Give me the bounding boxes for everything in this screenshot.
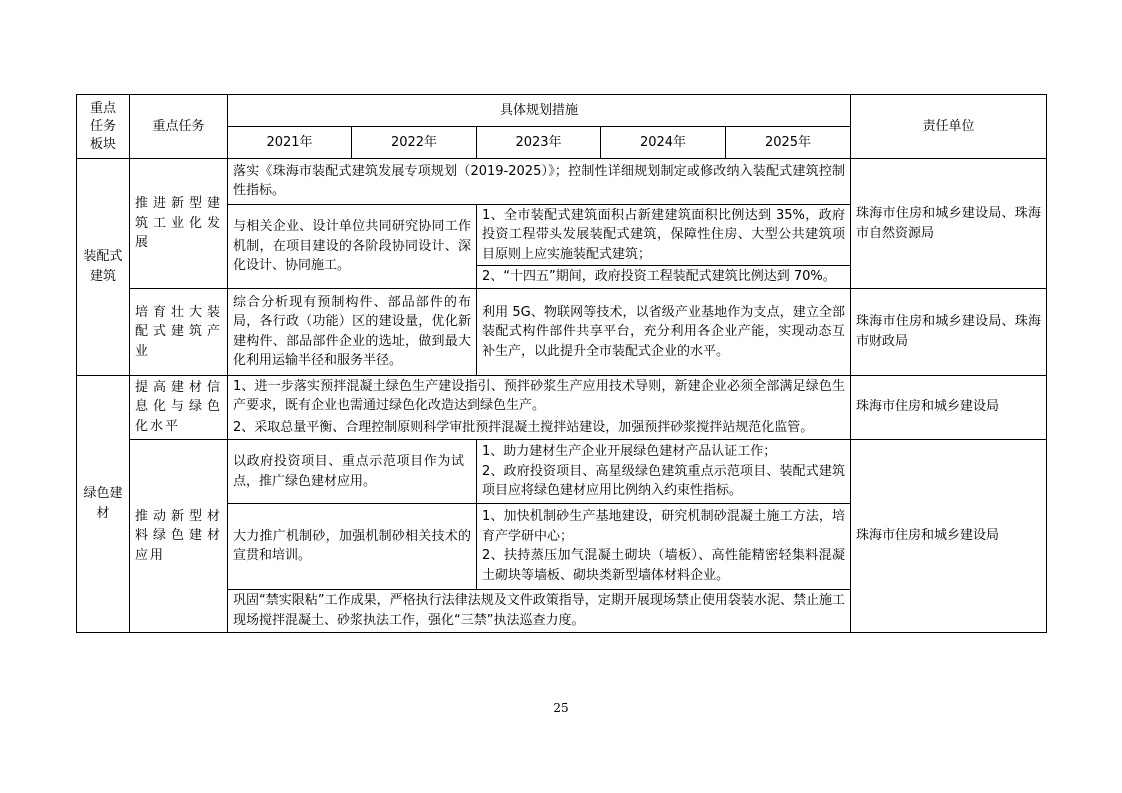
header-year: 2024年 — [601, 127, 726, 159]
task-name: 推动新型材料绿色建材应用 — [130, 439, 228, 632]
page-number: 25 — [553, 701, 569, 715]
header-unit: 责任单位 — [851, 95, 1047, 159]
measure-text: 与相关企业、设计单位共同研究协同工作机制，在项目建设的各阶段协同设计、深化设计、协同施工。 — [228, 204, 477, 288]
header-area: 重点任务板块 — [77, 95, 130, 159]
measure-text: 2、采取总量平衡、合理控制原则科学审批预拌混凝土搅拌站建设，加强预拌砂浆搅拌站规范化监管。 — [233, 419, 814, 435]
area-prefab: 装配式建筑 — [77, 159, 130, 375]
area-green-materials: 绿色建材 — [77, 375, 130, 632]
measure-text: 落实《珠海市装配式建筑发展专项规划（2019-2025）》；控制性详细规划制定或修改纳入装配式建筑控制性指标。 — [228, 159, 851, 204]
task-name: 培育壮大装配式建筑产业 — [130, 289, 228, 375]
measure-cell — [228, 375, 851, 439]
measure-text: 综合分析现有预制构件、部品部件的布局，各行政（功能）区的建设量，优化新建构件、部品部件企业的选址，做到最大化利用运输半径和服务半径。 — [228, 289, 477, 375]
measure-text: 2、“十四五”期间，政府投资工程装配式建筑比例达到 70%。 — [482, 269, 836, 285]
responsible-unit: 珠海市住房和城乡建设局 — [851, 439, 1047, 632]
header-year: 2022年 — [352, 127, 477, 159]
task-name: 推进新型建筑工业化发展 — [130, 159, 228, 289]
measure-text: 2、政府投资项目、高星级绿色建筑重点示范项目、装配式建筑项目应将绿色建材应用比例纳入约束性指标。 — [482, 463, 846, 499]
planning-table — [76, 94, 1046, 633]
measure-text: 1、加快机制砂生产基地建设，研究机制砂混凝土施工方法，培育产学研中心； — [482, 509, 846, 544]
measure-text: 利用 5G、物联网等技术，以省级产业基地作为支点，建立全部装配式构件部件共享平台，充分利用各企业产能，实现动态互补生产，以此提升全市装配式企业的水平。 — [477, 289, 851, 375]
measure-text: 2、扶持蒸压加气混凝土砌块（墙板）、高性能精密轻集料混凝土砌块等墙板、砌块类新型墙体材料企业。 — [482, 548, 846, 583]
task-name: 提高建材信息化与绿色化水平 — [130, 375, 228, 439]
responsible-unit: 珠海市住房和城乡建设局、珠海市自然资源局 — [851, 159, 1047, 289]
measure-text: 以政府投资项目、重点示范项目作为试点，推广绿色建材应用。 — [228, 439, 477, 503]
measure-cell — [477, 504, 851, 589]
header-measures: 具体规划措施 — [228, 95, 851, 127]
responsible-unit: 珠海市住房和城乡建设局 — [851, 375, 1047, 439]
measure-text: 巩固“禁实限粘”工作成果，严格执行法律法规及文件政策指导，定期开展现场禁止使用袋装水泥、禁止施工现场搅拌混凝土、砂浆执法工作，强化“三禁”执法巡查力度。 — [228, 589, 851, 632]
measure-text: 1、全市装配式建筑面积占新建建筑面积比例达到 35%，政府投资工程带头发展装配式建筑，保障性住房、大型公共建筑项目原则上应实施装配式建筑； — [477, 205, 850, 267]
header-year: 2025年 — [726, 127, 851, 159]
measure-text: 1、进一步落实预拌混凝土绿色生产建设指引、预拌砂浆生产应用技术导则，新建企业必须全部满足绿色生产要求，既有企业也需通过绿色化改造达到绿色生产。 — [233, 378, 846, 414]
measure-cell — [477, 439, 851, 503]
header-year: 2021年 — [228, 127, 352, 159]
header-year: 2023年 — [477, 127, 601, 159]
measure-text: 1、助力建材生产企业开展绿色建材产品认证工作； — [482, 444, 777, 460]
responsible-unit: 珠海市住房和城乡建设局、珠海市财政局 — [851, 289, 1047, 375]
header-task: 重点任务 — [130, 95, 228, 159]
measure-text: 大力推广机制砂，加强机制砂相关技术的宣贯和培训。 — [228, 504, 477, 589]
measure-cell — [477, 204, 851, 288]
